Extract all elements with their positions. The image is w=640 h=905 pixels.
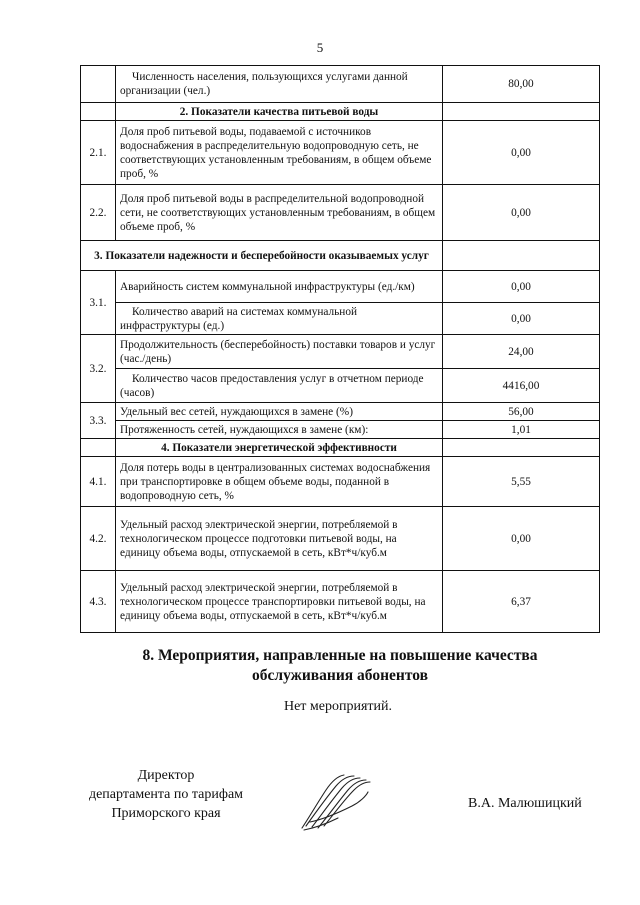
indicator-value-cell: 0,00 bbox=[443, 303, 600, 335]
row-number-cell: 4.2. bbox=[81, 507, 116, 571]
indicator-value-cell: 1,01 bbox=[443, 421, 600, 439]
table-row bbox=[81, 271, 600, 303]
indicator-value-cell: 0,00 bbox=[443, 185, 600, 241]
section-8-heading: 8. Мероприятия, направленные на повышение качества обслуживания абонентов bbox=[142, 647, 538, 684]
indicators-table bbox=[80, 65, 600, 633]
indicator-value-cell: 24,00 bbox=[443, 335, 600, 369]
indicator-name-cell: Доля проб питьевой воды, подаваемой с источников водоснабжения в распределительную водопроводную сеть, не соответствующих установленным требованиям, в общем объеме проб, % bbox=[116, 121, 443, 185]
indicator-name-cell: Удельный вес сетей, нуждающихся в замене (%) bbox=[116, 403, 443, 421]
indicator-value-cell: 0,00 bbox=[443, 121, 600, 185]
row-number-cell: 4.3. bbox=[81, 571, 116, 633]
table-row bbox=[81, 185, 600, 241]
section-title: 3. Показатели надежности и бесперебойности оказываемых услуг bbox=[81, 241, 443, 271]
indicator-value-cell: 80,00 bbox=[443, 66, 600, 103]
indicator-name-cell: Протяженность сетей, нуждающихся в замене (км): bbox=[116, 421, 443, 439]
handwritten-signature bbox=[296, 770, 376, 832]
indicator-name-cell: Удельный расход электрической энергии, потребляемой в технологическом процессе транспортировки питьевой воды, на единицу объема воды, отпускаемой в сеть, кВт*ч/куб.м bbox=[116, 571, 443, 633]
section-title: 2. Показатели качества питьевой воды bbox=[116, 103, 443, 121]
indicator-value-cell: 56,00 bbox=[443, 403, 600, 421]
row-number-cell: 3.2. bbox=[81, 335, 116, 403]
section-header-row bbox=[81, 241, 600, 271]
no-measures-text: Нет мероприятий. bbox=[283, 699, 393, 714]
table-row bbox=[81, 66, 600, 103]
table-row bbox=[81, 335, 600, 369]
signatory-title: Директор департамента по тарифам Приморского края bbox=[88, 768, 244, 821]
table-row bbox=[81, 457, 600, 507]
indicator-name-cell: Доля потерь воды в централизованных системах водоснабжения при транспортировке в общем объеме воды, поданной в водопроводную сеть, % bbox=[116, 457, 443, 507]
section-title: 4. Показатели энергетической эффективности bbox=[116, 439, 443, 457]
section-header-row bbox=[81, 103, 600, 121]
table-row bbox=[81, 303, 600, 335]
signatory-name: В.А. Малюшицкий bbox=[468, 796, 582, 811]
indicator-name-cell: Продолжительность (бесперебойность) поставки товаров и услуг (час./день) bbox=[116, 335, 443, 369]
row-number-cell: 2.1. bbox=[81, 121, 116, 185]
row-number-cell: 3.1. bbox=[81, 271, 116, 335]
indicator-value-cell: 4416,00 bbox=[443, 369, 600, 403]
row-number-cell: 3.3. bbox=[81, 403, 116, 439]
table-row bbox=[81, 403, 600, 421]
indicator-value-cell: 0,00 bbox=[443, 271, 600, 303]
indicator-name-cell: Количество аварий на системах коммунальной инфраструктуры (ед.) bbox=[116, 303, 443, 335]
indicator-value-cell: 5,55 bbox=[443, 457, 600, 507]
indicator-name-cell: Доля проб питьевой воды в распределительной водопроводной сети, не соответствующих установленным требованиям, в общем объеме проб, % bbox=[116, 185, 443, 241]
table-row bbox=[81, 121, 600, 185]
indicator-name-cell: Количество часов предоставления услуг в отчетном периоде (часов) bbox=[116, 369, 443, 403]
indicator-value-cell: 0,00 bbox=[443, 507, 600, 571]
table-row bbox=[81, 369, 600, 403]
table-row bbox=[81, 421, 600, 439]
section-header-row bbox=[81, 439, 600, 457]
indicator-name-cell: Численность населения, пользующихся услугами данной организации (чел.) bbox=[116, 66, 443, 103]
indicator-value-cell: 6,37 bbox=[443, 571, 600, 633]
table-row bbox=[81, 507, 600, 571]
row-number-cell: 2.2. bbox=[81, 185, 116, 241]
indicator-name-cell: Аварийность систем коммунальной инфраструктуры (ед./км) bbox=[116, 271, 443, 303]
indicator-name-cell: Удельный расход электрической энергии, потребляемой в технологическом процессе подготовки питьевой воды, на единицу объема воды, отпускаемой в сеть, кВт*ч/куб.м bbox=[116, 507, 443, 571]
row-number-cell bbox=[81, 66, 116, 103]
page-number: 5 bbox=[316, 40, 324, 55]
table-row bbox=[81, 571, 600, 633]
row-number-cell: 4.1. bbox=[81, 457, 116, 507]
